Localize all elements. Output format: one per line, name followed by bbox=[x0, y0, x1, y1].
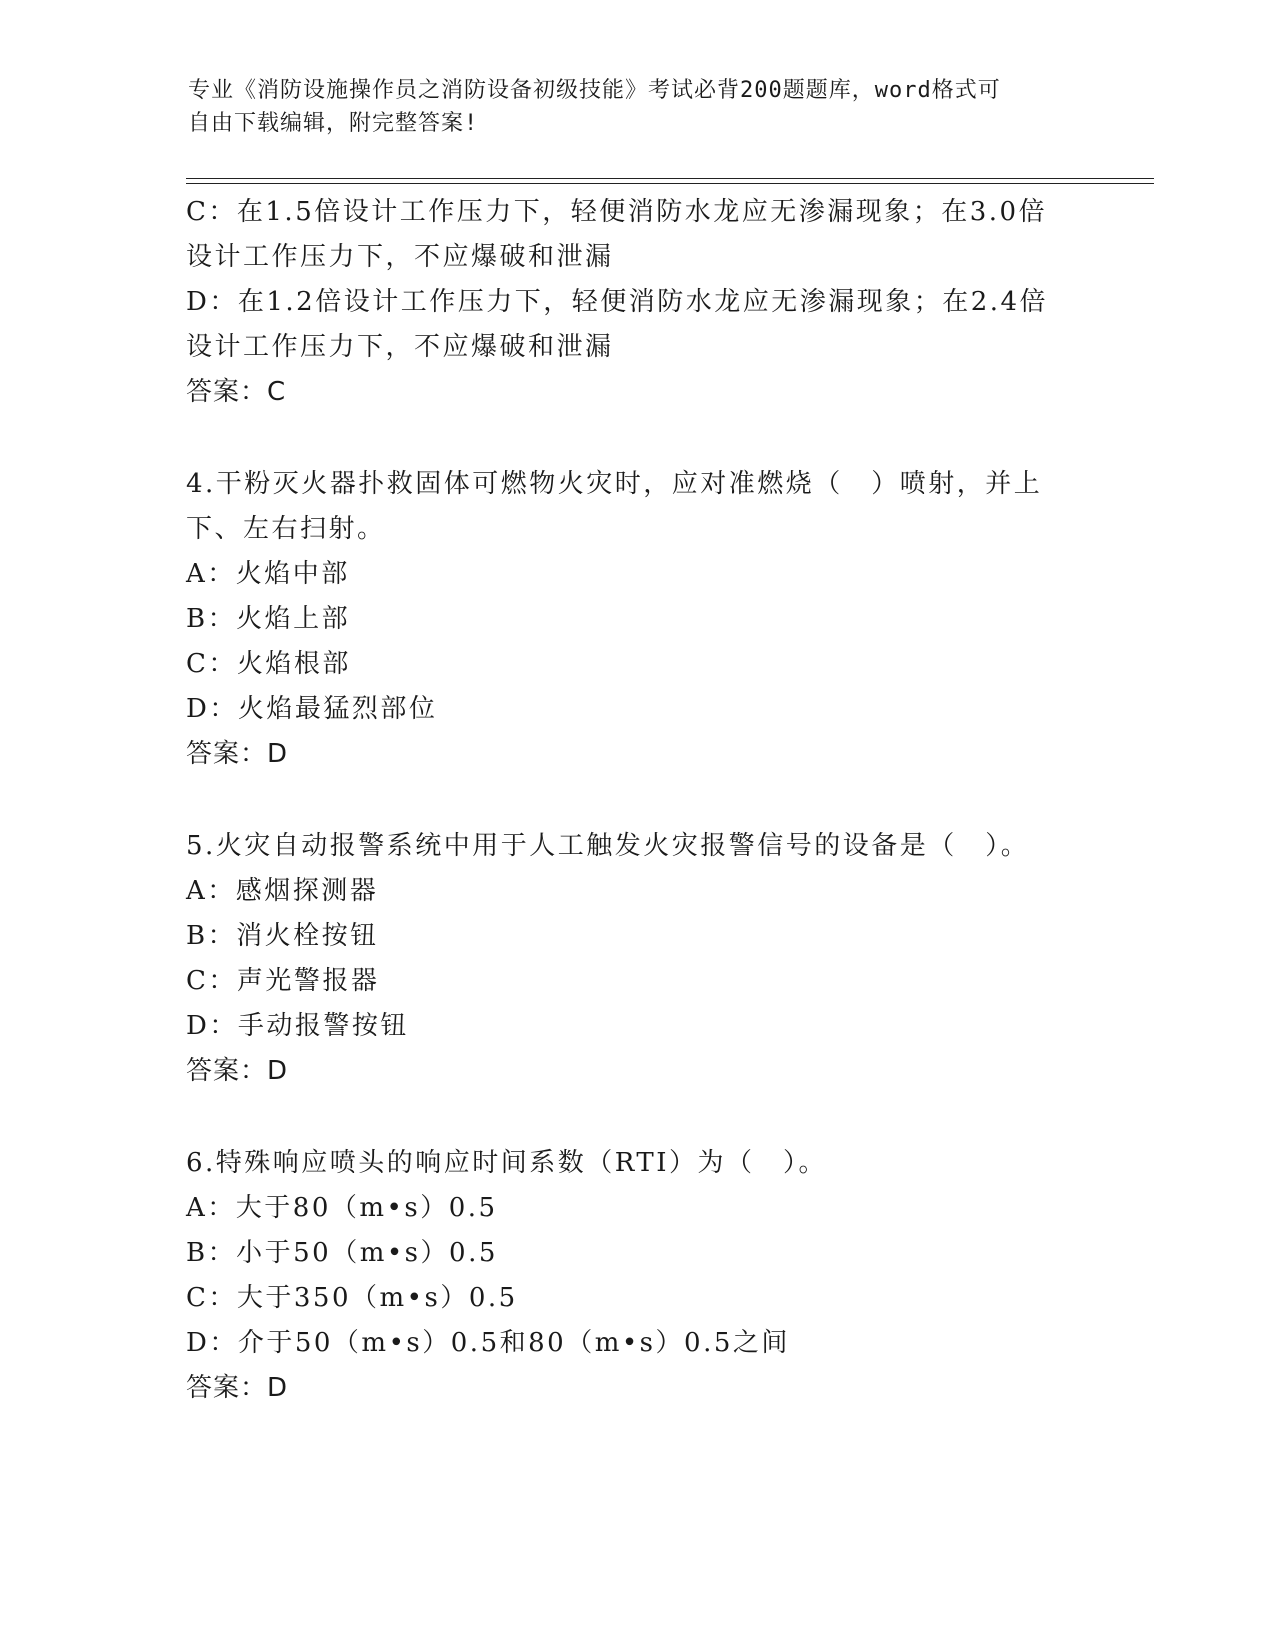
question-3-tail bbox=[186, 190, 1086, 415]
header-divider-bottom bbox=[186, 183, 1154, 184]
question-stem-line-2: 下、左右扫射。 bbox=[186, 514, 386, 544]
spacer bbox=[186, 1094, 1086, 1141]
answer: 答案：D bbox=[186, 1373, 289, 1403]
option-d-line-1: D：在1.2倍设计工作压力下，轻便消防水龙应无渗漏现象；在2.4倍 bbox=[186, 287, 1049, 317]
question-4 bbox=[186, 462, 1086, 777]
option-c: C：大于350（m•s）0.5 bbox=[186, 1283, 518, 1313]
option-c: C：火焰根部 bbox=[186, 649, 351, 679]
page-header bbox=[188, 74, 1088, 140]
option-c-line-1: C：在1.5倍设计工作压力下，轻便消防水龙应无渗漏现象；在3.0倍 bbox=[186, 197, 1048, 227]
question-5 bbox=[186, 824, 1086, 1094]
question-stem: 5.火灾自动报警系统中用于人工触发火灾报警信号的设备是（ ）。 bbox=[186, 831, 1030, 861]
option-a: A：感烟探测器 bbox=[186, 876, 379, 906]
option-b: B：小于50（m•s）0.5 bbox=[186, 1238, 498, 1268]
option-d: D：手动报警按钮 bbox=[186, 1011, 409, 1041]
option-b: B：消火栓按钮 bbox=[186, 921, 379, 951]
option-d: D：火焰最猛烈部位 bbox=[186, 694, 438, 724]
answer: 答案：C bbox=[186, 377, 287, 407]
header-line-2: 自由下载编辑，附完整答案! bbox=[188, 111, 479, 136]
option-a: A：大于80（m•s）0.5 bbox=[186, 1193, 498, 1223]
option-c-line-2: 设计工作压力下，不应爆破和泄漏 bbox=[186, 242, 614, 272]
answer: 答案：D bbox=[186, 739, 289, 769]
question-stem-line-1: 4.干粉灭火器扑救固体可燃物火灾时，应对准燃烧（ ）喷射，并上 bbox=[186, 469, 1043, 499]
spacer bbox=[186, 777, 1086, 824]
option-c: C：声光警报器 bbox=[186, 966, 380, 996]
answer: 答案：D bbox=[186, 1056, 289, 1086]
header-line-1: 专业《消防设施操作员之消防设备初级技能》考试必背200题题库，word格式可 bbox=[188, 78, 1001, 103]
question-list bbox=[186, 190, 1086, 1411]
question-stem: 6.特殊响应喷头的响应时间系数（RTI）为（ ）。 bbox=[186, 1148, 828, 1178]
option-b: B：火焰上部 bbox=[186, 604, 351, 634]
spacer bbox=[186, 415, 1086, 462]
question-6 bbox=[186, 1141, 1086, 1411]
option-a: A：火焰中部 bbox=[186, 559, 350, 589]
option-d-line-2: 设计工作压力下，不应爆破和泄漏 bbox=[186, 332, 614, 362]
option-d: D：介于50（m•s）0.5和80（m•s）0.5之间 bbox=[186, 1328, 790, 1358]
header-divider-top bbox=[186, 178, 1154, 179]
